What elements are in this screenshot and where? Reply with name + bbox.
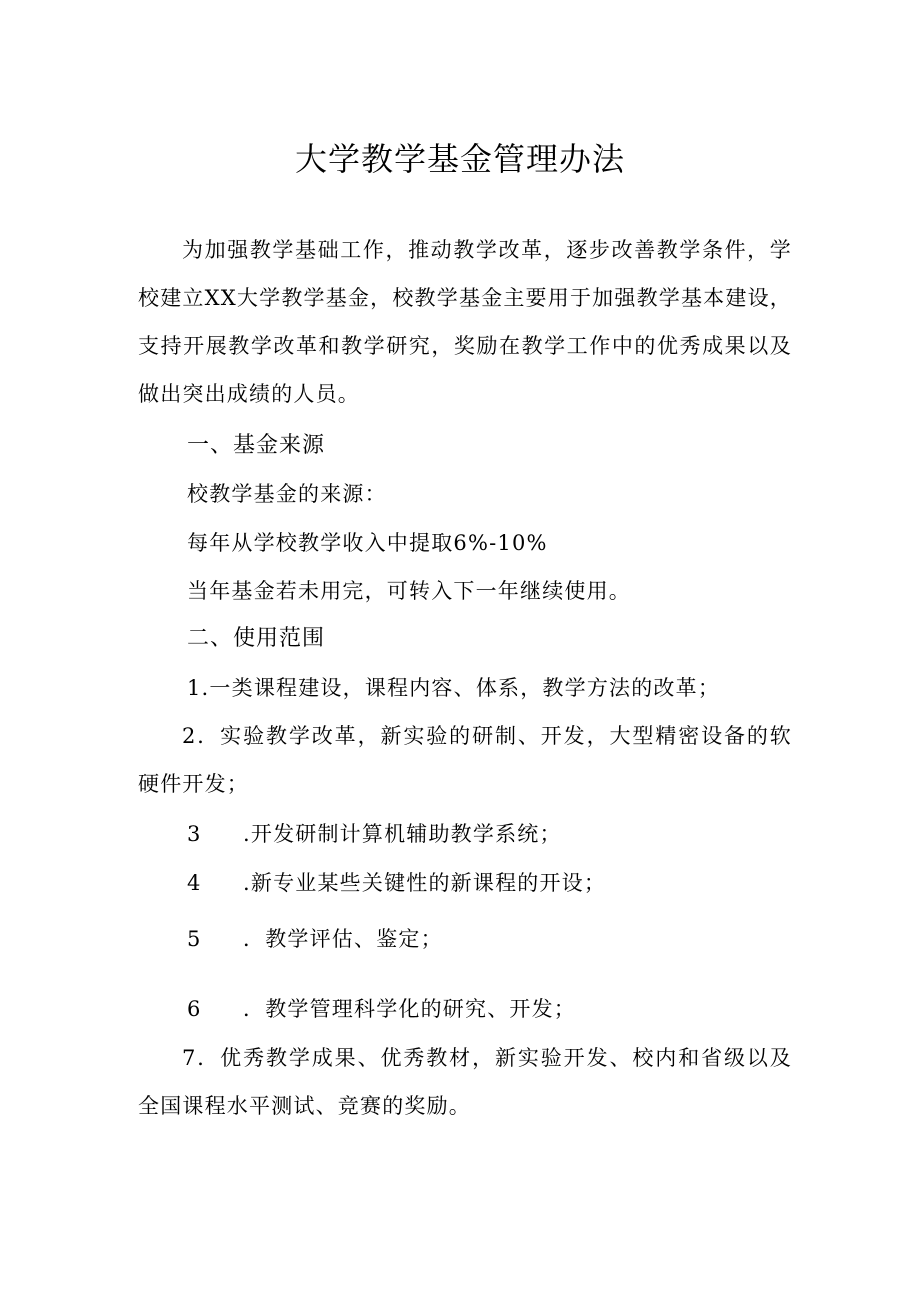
usage-item-6 [187,994,576,1024]
usage-item-6-text: ．教学管理科学化的研究、开发； [243,997,576,1021]
usage-item-5-text: ．教学评估、鉴定； [243,927,443,951]
usage-item-2: 2．实验教学改革，新实验的研制、开发，大型精密设备的软硬件开发； [138,724,792,796]
usage-item-7: 7．优秀教学成果、优秀教材，新实验开发、校内和省级以及全国课程水平测试、竞赛的奖励。 [138,1046,792,1118]
usage-item-3 [187,819,562,849]
fund-source-line-3: 当年基金若未用完，可转入下一年继续使用。 [187,579,631,603]
usage-item-5 [187,924,443,954]
fund-source-line-1: 校教学基金的来源： [187,482,387,506]
usage-item-3-number: 3 [187,822,202,846]
usage-item-5-number: 5 [187,927,202,951]
section-heading-fund-source: 一、基金来源 [187,433,326,458]
usage-item-6-number: 6 [187,997,202,1021]
usage-item-4 [187,868,606,898]
usage-item-4-number: 4 [187,871,202,895]
usage-item-3-text: .开发研制计算机辅助教学系统； [243,822,562,846]
usage-item-1: 1.一类课程建设，课程内容、体系，教学方法的改革； [187,676,721,700]
usage-item-4-text: .新专业某些关键性的新课程的开设； [243,871,607,895]
fund-source-line-2: 每年从学校教学收入中提取6%-10% [187,531,548,555]
intro-paragraph: 为加强教学基础工作，推动教学改革，逐步改善教学条件，学校建立XX大学教学基金，校教学基金主要用于加强教学基本建设，支持开展教学改革和教学研究，奖励在教学工作中的优秀成果以及做出突出成绩的人员。 [138,238,792,406]
section-heading-usage-scope: 二、使用范围 [187,626,326,651]
document-title: 大学教学基金管理办法 [294,140,625,178]
